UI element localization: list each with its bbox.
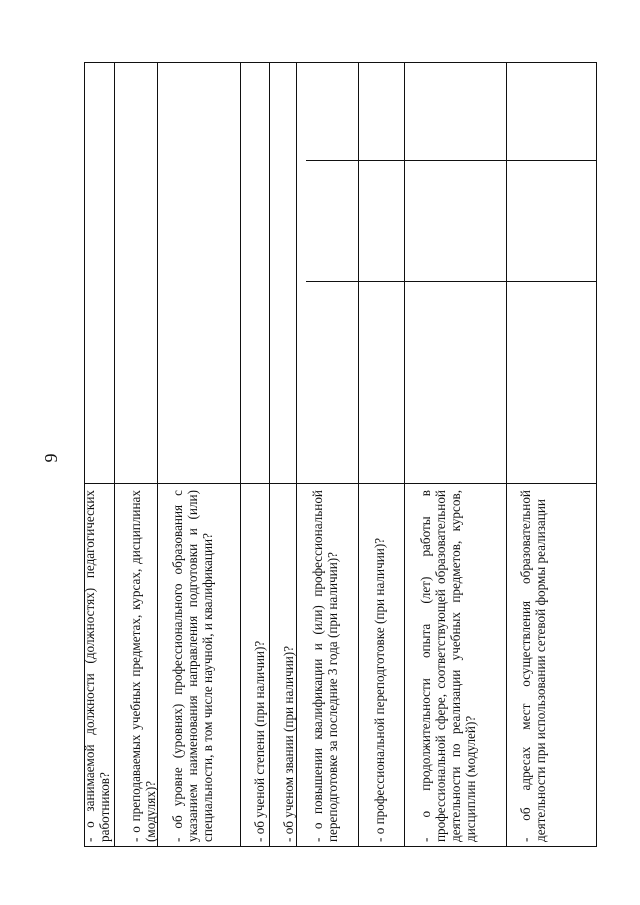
row-text-7: - о профессиональной переподготовке (при наличии)? <box>372 537 387 842</box>
column-divider-3 <box>306 160 596 161</box>
row-divider-3 <box>240 62 241 847</box>
row-text-4: - об ученой степени (при наличии)? <box>252 640 267 842</box>
row-divider-8 <box>506 62 507 847</box>
row-divider-6 <box>358 62 359 847</box>
row-divider-4 <box>269 62 270 847</box>
row-divider-1 <box>114 62 115 847</box>
row-text-6: - о повышении квалификации и (или) профессиональной переподготовке за последние 3 года (при наличии)? <box>310 490 340 842</box>
page-number: 9 <box>40 453 61 463</box>
row-divider-5 <box>296 62 297 847</box>
table-border-bottom <box>84 846 597 847</box>
table-border-top <box>84 62 597 63</box>
row-text-9: - об адресах мест осуществления образовательной деятельности при использовании сетевой формы реализации <box>518 490 548 842</box>
row-divider-9 <box>596 62 597 847</box>
row-divider-7 <box>404 62 405 847</box>
row-text-3: - об уровне (уровнях) профессионального образования с указанием наименования направления подготовки и (или) специальности, в том числе научной, и квалификации? <box>170 490 215 842</box>
row-text-2: - о преподаваемых учебных предметах, курсах, дисциплинах (модулях)? <box>128 490 158 842</box>
row-text-8: - о продолжительности опыта (лет) работы в профессиональной сфере, соответствующей образовательной деятельности по реализации учебных предметов, курсов, дисциплин (модулей)? <box>418 490 478 842</box>
column-divider-1 <box>84 483 597 484</box>
row-text-1: - о занимаемой должности (должностях) педагогических работников? <box>82 490 112 842</box>
row-text-5: - об ученом звании (при наличии)? <box>281 645 296 842</box>
column-divider-2 <box>306 281 596 282</box>
